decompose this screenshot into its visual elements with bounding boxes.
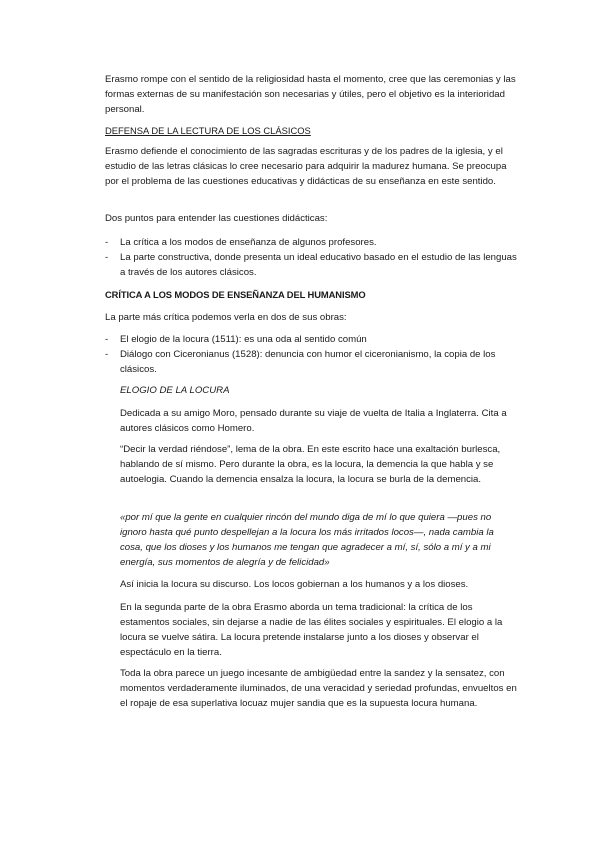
parte-critica-paragraph: La parte más crítica podemos verla en dos de sus obras: (105, 312, 347, 323)
bullet-dash: - (105, 237, 109, 248)
list-item (105, 347, 517, 377)
quote-paragraph: «por mí que la gente en cualquier rincón del mundo diga de mí lo que quiera —pues no ignoro hasta qué punto despellejan a la locura los más irritados locos—, nada cambia la cosa, que los dioses y los humanos me tengan que agradecer a mí, sí, sólo a mí y a mi energía, sus momentos de alegría y de felicidad» (120, 512, 494, 568)
elogio-heading: ELOGIO DE LA LOCURA (120, 385, 230, 396)
obras-list (105, 332, 517, 377)
asi-inicia-paragraph: Así inicia la locura su discurso. Los locos gobiernan a los humanos y a los dioses. (120, 579, 469, 590)
list-item (105, 250, 517, 280)
bullet-dash: - (105, 334, 109, 345)
list-item-text: La parte constructiva, donde presenta un ideal educativo basado en el estudio de las lenguas a través de los autores clásicos. (120, 252, 517, 278)
bullet-dash: - (105, 349, 109, 360)
dos-puntos-list (105, 235, 517, 280)
toda-obra-paragraph: Toda la obra parece un juego incesante de ambigüedad entre la sandez y la sensatez, con momentos verdaderamente iluminados, de una veracidad y seriedad profundas, envueltos en el ropaje de esa superlativa locuaz mujer sandia que es la supuesta locura humana. (120, 668, 517, 709)
critica-heading: CRÍTICA A LOS MODOS DE ENSEÑANZA DEL HUMANISMO (105, 289, 366, 300)
list-item-text: El elogio de la locura (1511): es una oda al sentido común (120, 334, 367, 345)
list-item (105, 235, 517, 250)
defensa-paragraph: Erasmo defiende el conocimiento de las sagradas escrituras y de los padres de la iglesia, y el estudio de las letras clásicas lo cree necesario para adquirir la madurez humana. Se preocupa por el problema de las cuestiones educativas y didácticas de su enseñanza en este sentido. (105, 146, 507, 187)
list-item (105, 332, 517, 347)
dedicada-paragraph: Dedicada a su amigo Moro, pensado durante su viaje de vuelta de Italia a Inglaterra. Cita a autores clásicos como Homero. (120, 408, 507, 434)
decir-verdad-paragraph: “Decir la verdad riéndose”, lema de la obra. En este escrito hace una exaltación burlesca, hablando de sí mismo. Pero durante la obra, es la locura, la demencia la que habla y se autoelogia. Cuando la demencia ensalza la locura, la locura se burla de la demencia. (120, 444, 501, 485)
bullet-dash: - (105, 252, 109, 263)
dos-puntos-paragraph: Dos puntos para entender las cuestiones didácticas: (105, 213, 328, 224)
list-item-text: La crítica a los modos de enseñanza de algunos profesores. (120, 237, 377, 248)
intro-paragraph: Erasmo rompe con el sentido de la religiosidad hasta el momento, cree que las ceremonias y las formas externas de su manifestación son necesarias y útiles, pero el objetivo es la interioridad personal. (105, 74, 516, 115)
list-item-text: Diálogo con Ciceronianus (1528): denuncia con humor el ciceronianismo, la copia de los clásicos. (120, 349, 496, 375)
defensa-heading: DEFENSA DE LA LECTURA DE LOS CLÁSICOS (105, 125, 311, 136)
segunda-parte-paragraph: En la segunda parte de la obra Erasmo aborda un tema tradicional: la crítica de los estamentos sociales, sin dejarse a nadie de las élites sociales y espirituales. El elogio a la locura se vuelve sátira. La locura pretende instalarse junto a los dioses y observar el espectáculo en la tierra. (120, 602, 503, 658)
